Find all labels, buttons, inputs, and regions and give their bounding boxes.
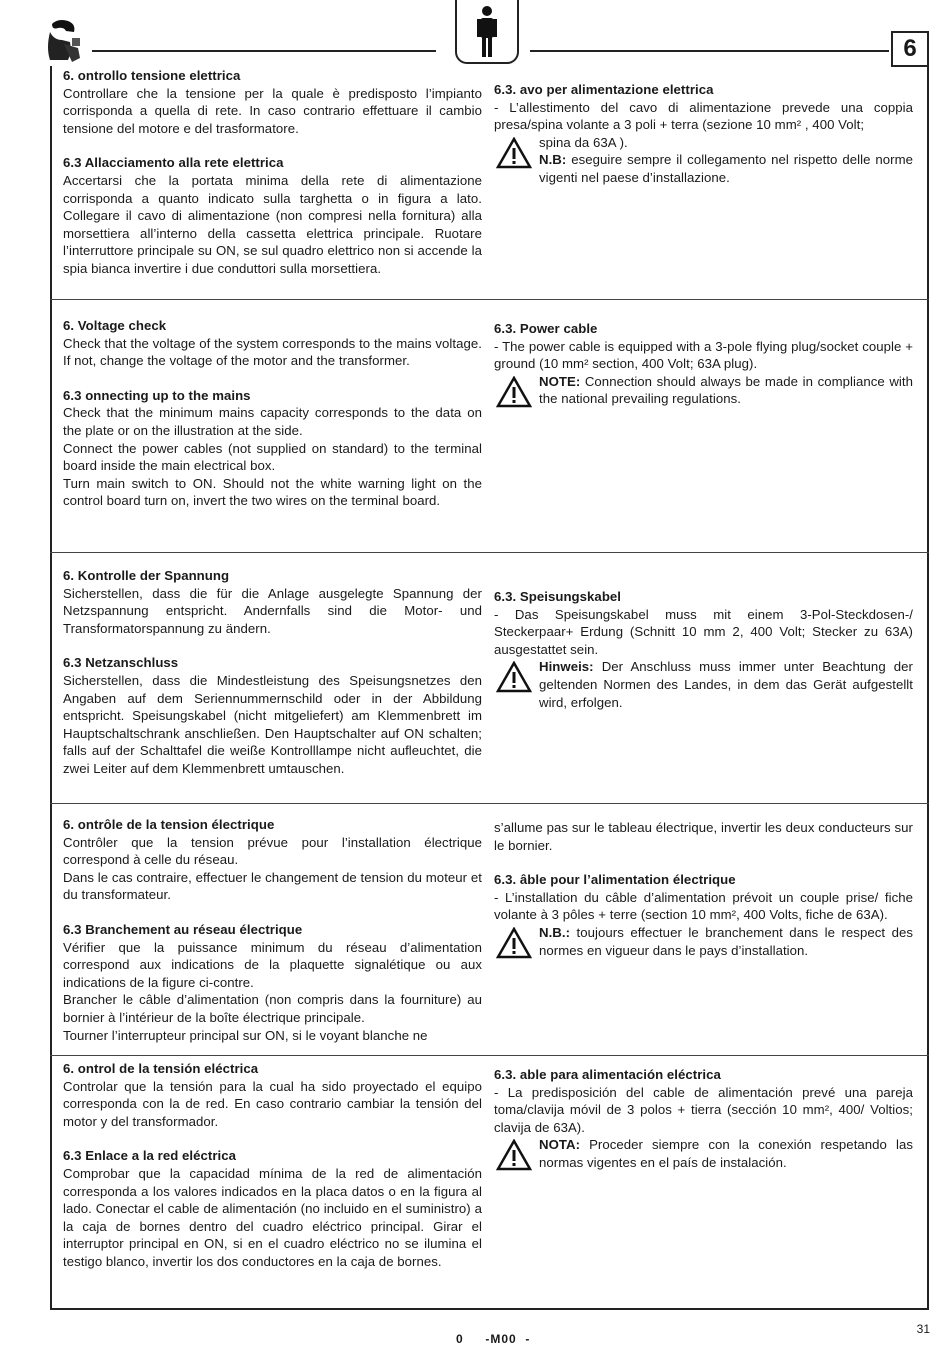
paragraph: Connect the power cables (not supplied on standard) to the terminal board inside the main electrical box. (63, 440, 482, 474)
frame-right-border (927, 64, 929, 1309)
heading: 6.3. avo per alimentazione elettrica (494, 82, 714, 97)
section-fr-left (63, 816, 482, 1044)
section-it-left (63, 67, 482, 278)
paragraph: - L’allestimento del cavo di alimentazione prevede una coppia presa/spina volante a 3 poli + terra (sezione 10 mm² , 400 Volt; (494, 99, 913, 133)
operator-person-icon (457, 0, 517, 62)
paragraph: - Das Speisungskabel muss mit einem 3-Pol-Steckdosen-/ Steckerpaar+ Erdung (Schnitt 10 mm 2, 400 Volt; Stecker zu 63A) ausgestattet sein. (494, 606, 913, 657)
section-de-left (63, 567, 482, 778)
heading: 6.3. Speisungskabel (494, 589, 622, 604)
paragraph: Sicherstellen, dass die für die Anlage ausgelegte Spannung der Netzspannung entspricht. Andernfalls sind die Motor- und Transformatorspannung zu ändern. (63, 585, 482, 636)
note-label: N.B.: (539, 924, 571, 940)
frame-bottom-border (50, 1308, 929, 1310)
paragraph: spina da 63A ). (539, 134, 628, 150)
section-divider (50, 552, 929, 553)
paragraph: Controllare che la tensione per la quale è predisposto l’impianto corrisponda a quella di rete. In caso contrario effettuare il cambio tensione del motore e del trasformatore. (63, 85, 482, 136)
heading: 6. Kontrolle der Spannung (63, 568, 230, 583)
paragraph: Contrôler que la tension prévue pour l’installation électrique correspond à celle du réseau. (63, 834, 482, 868)
section-es-right (494, 1066, 913, 1172)
header-rule-right (530, 50, 889, 52)
warning-note (494, 1136, 913, 1171)
section-it-right (494, 81, 913, 187)
heading: 6. ontrollo tensione elettrica (63, 68, 241, 83)
note-label: N.B: (539, 152, 567, 168)
note-text: Proceder siempre con la conexión respetando las normas vigentes en el país de instalación. (539, 1137, 913, 1170)
section-divider (50, 1055, 929, 1056)
paragraph: - L’installation du câble d’alimentation prévoit un couple prise/ fiche volante à 3 pôles + terre (section 10 mm², 400 Volts, fiche de 63A). (494, 889, 913, 923)
note-label: Hinweis: (539, 659, 594, 675)
page-number: 31 (916, 1322, 930, 1336)
operator-symbol-box (455, 0, 519, 64)
paragraph: Controlar que la tensión para la cual ha sido proyectado el equipo corresponda con la de red. En caso contrario cambiar la tensión del motor y del transformador. (63, 1078, 482, 1129)
heading: 6. Voltage check (63, 318, 167, 333)
note-label: NOTE: (539, 373, 581, 389)
warning-triangle-icon (496, 376, 532, 408)
section-en-left (63, 317, 482, 510)
warning-note (494, 134, 913, 187)
paragraph: Dans le cas contraire, effectuer le changement de tension du moteur et du transformateur. (63, 869, 482, 903)
paragraph: Tourner l’interrupteur principal sur ON, si le voyant blanche ne (63, 1027, 428, 1043)
section-es-left (63, 1060, 482, 1271)
section-en-right (494, 320, 913, 408)
heading: 6.3. âble pour l’alimentation électrique (494, 872, 736, 888)
heading: 6.3. able para alimentación eléctrica (494, 1067, 721, 1082)
paragraph: Vérifier que la puissance minimum du réseau d’alimentation correspond aux indications de la plaquette signalétique ou aux indications de la figure ci-contre. (63, 939, 482, 990)
heading: 6.3 onnecting up to the mains (63, 387, 251, 403)
warning-triangle-icon (496, 661, 532, 693)
note-text: eseguire sempre il collegamento nel rispetto delle norme vigenti nel paese d’installazione. (539, 152, 913, 185)
paragraph: Accertarsi che la portata minima della rete di alimentazione corrisponda a quanto indicato sulla targhetta o in figura a lato. Collegare il cavo di alimentazione (non compresi nella fornitura) alla morsettiera all’interno della cassetta elettrica principale. Ruotare l’interruttore principale su ON, se sul quadro elettrico non si accende la spia bianca invertire i due conduttori sulla morsettiera. (63, 172, 482, 276)
document-code: 0 -M00 - (456, 1332, 531, 1346)
section-de-right (494, 588, 913, 711)
warning-triangle-icon (496, 1139, 532, 1171)
note-text: Der Anschluss muss immer unter Beachtung der geltenden Normen des Landes, in dem das Gerät aufgestellt wird, erfolgen. (539, 659, 913, 710)
chapter-number-box: 6 (891, 31, 929, 67)
paragraph: s’allume pas sur le tableau électrique, invertir les deux conducteurs sur le bornier. (494, 820, 913, 853)
section-divider (50, 299, 929, 300)
note-label: NOTA: (539, 1137, 581, 1153)
section-fr-right (494, 819, 913, 959)
warning-note (494, 373, 913, 408)
warning-note (494, 658, 913, 711)
heading: 6.3 Netzanschluss (63, 655, 179, 671)
warning-triangle-icon (496, 137, 532, 169)
note-text: toujours effectuer le branchement dans le respect des normes en vigueur dans le pays d’installation. (539, 924, 913, 958)
heading: 6. ontrol de la tensión eléctrica (63, 1061, 259, 1076)
note-text: Connection should always be made in compliance with the national prevailing regulations. (539, 373, 913, 407)
technician-logo-icon (44, 18, 88, 64)
heading: 6.3 Allacciamento alla rete elettrica (63, 155, 284, 171)
paragraph: - La predisposición del cable de alimentación prevé una pareja toma/clavija móvil de 3 polos + tierra (sección 10 mm², 400/ Voltios; clavija de 63A). (494, 1084, 913, 1135)
header-rule-left (92, 50, 436, 52)
paragraph: Sicherstellen, dass die Mindestleistung des Speisungsnetzes den Angaben auf dem Seriennummernschild oder in der Abbildung entspricht. Speisungskabel (nicht mitgeliefert) am Klemmenbrett im Hauptschaltschrank anschließen. Den Hauptschalter auf ON schalten; falls auf der Schalttafel die weiße Kontrolllampe nicht aufleuchtet, die zwei Leiter auf dem Klemmenbrett umtauschen. (63, 672, 482, 776)
paragraph: - The power cable is equipped with a 3-pole flying plug/socket couple + ground (10 mm² section, 400 Volt; 63A plug). (494, 338, 913, 372)
paragraph: Turn main switch to ON. Should not the white warning light on the control board turn on, invert the two wires on the terminal board. (63, 475, 482, 509)
heading: 6.3 Enlace a la red eléctrica (63, 1148, 236, 1164)
frame-left-border (50, 66, 52, 1309)
paragraph: Check that the voltage of the system corresponds to the mains voltage. If not, change the voltage of the motor and the transformer. (63, 335, 482, 369)
heading: 6.3 Branchement au réseau électrique (63, 921, 303, 937)
heading: 6.3. Power cable (494, 321, 598, 336)
paragraph: Check that the minimum mains capacity corresponds to the data on the plate or on the illustration at the side. (63, 405, 482, 438)
warning-triangle-icon (496, 927, 532, 959)
heading: 6. ontrôle de la tension électrique (63, 817, 275, 832)
paragraph: Comprobar que la capacidad mínima de la red de alimentación corresponda a los valores indicados en la placa datos o en la figura al lado. Conectar el cable de alimentación (no incluido en el suministro) a la caja de bornes dentro del cuadro eléctrico principal. Girar el interruptor principal en ON, si en el cuadro eléctrico no se ilumina el testigo blanco, invertir los dos conductores en la caja de bornes. (63, 1165, 482, 1269)
section-divider (50, 803, 929, 804)
paragraph: Brancher le câble d’alimentation (non compris dans la fourniture) au bornier à l’intérieur de la boîte électrique principale. (63, 992, 482, 1025)
warning-note (494, 924, 913, 959)
